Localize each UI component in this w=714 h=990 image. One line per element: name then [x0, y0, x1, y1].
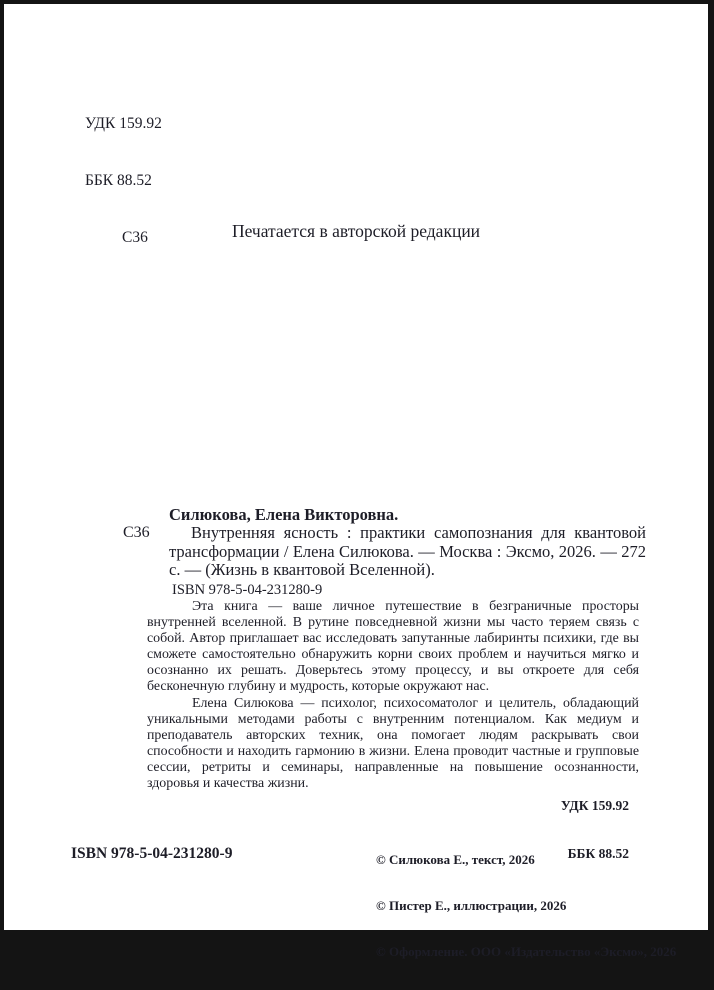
annotation-paragraph: Эта книга — ваше личное путешествие в безграничные просторы внутренней вселенной. В рутине повседневной жизни мы часто теряем связь с собой. Автор приглашает вас исследовать запутанные лабиринты психики, где вы сможете самостоятельно обнаружить корни своих проблем и научиться мягко и осознанно их решать. Доверьтесь этому процессу, и вы откроете для себя бесконечную глубину и мудрость, которые окружают нас. — [147, 599, 639, 695]
catalog-description-text: Внутренняя ясность : практики самопознания для квантовой трансформации / Елена Силюкова. — Москва : Эксмо, 2026. — 272 с. — (Жизнь в квантовой Вселенной). — [169, 523, 646, 580]
annotation-paragraph: Елена Силюкова — психолог, психосоматолог и целитель, обладающий уникальными методами работы с внутренним потенциалом. Как медиум и преподаватель авторских техник, она помогает людям раскрывать свои способности и находить гармонию в жизни. Елена проводит частные и групповые сессии, ретриты и семинары, направленные на повышение осознанности, здоровья и качества жизни. — [147, 695, 639, 792]
copyright-block — [376, 821, 676, 990]
catalog-author: Силюкова, Елена Викторовна. — [169, 505, 399, 524]
copyright-line: © Оформление. ООО «Издательство «Эксмо», 2026 — [376, 944, 677, 960]
copyright-line: © Пистер Е., иллюстрации, 2026 — [376, 898, 567, 914]
catalog-isbn: ISBN 978-5-04-231280-9 — [172, 582, 323, 598]
annotation-block — [147, 599, 639, 792]
copyright-line: © Силюкова Е., текст, 2026 — [376, 851, 535, 867]
udk-number: УДК 159.92 — [85, 115, 162, 132]
catalog-description — [123, 523, 646, 580]
author-code: С36 — [122, 229, 148, 246]
bbk-footer-number: ББК 88.52 — [567, 846, 629, 861]
catalog-code: С36 — [123, 524, 150, 541]
udk-footer-number: УДК 159.92 — [560, 798, 629, 813]
edition-note: Печатается в авторской редакции — [231, 221, 481, 241]
isbn-footer: ISBN 978-5-04-231280-9 — [71, 845, 233, 862]
classification-block — [85, 76, 162, 285]
bbk-number: ББК 88.52 — [85, 172, 152, 189]
catalog-card — [123, 505, 646, 580]
